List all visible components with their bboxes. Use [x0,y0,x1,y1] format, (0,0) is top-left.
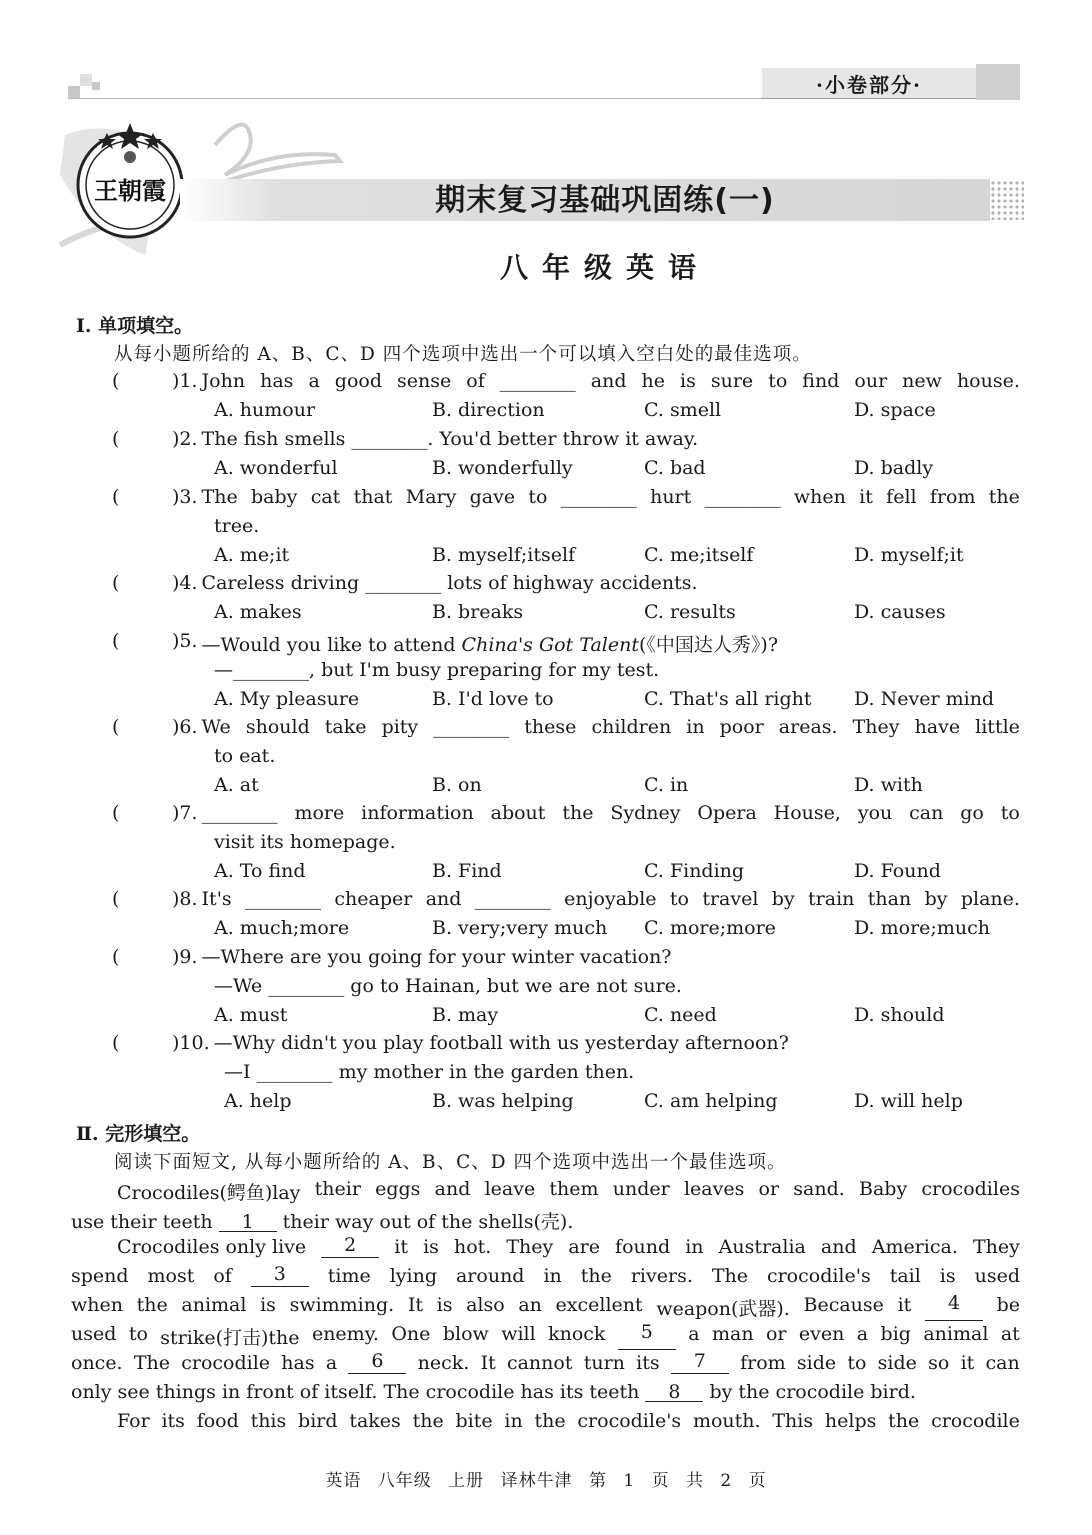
question-stem [172,802,1020,824]
question-continuation: —________, but I'm busy preparing for my test. [214,659,660,681]
passage-word: crocodile [181,1352,271,1374]
question-word: find [802,370,840,392]
question-paren: ( [112,802,120,824]
passage-word: and [434,1178,471,1200]
cloze-blank-4: 4 [925,1294,983,1321]
passage-word: crocodiles [921,1178,1020,1200]
question-stem [172,370,1020,392]
question-text [202,888,1020,910]
passage-word: helps [824,1410,877,1432]
question-text [202,370,1020,392]
passage-line [71,1207,1020,1234]
question-text: —Where are you going for your winter vacation? [201,946,672,968]
passage-word: Australia [718,1236,806,1258]
question-word: hurt [650,486,692,508]
question-word: to [768,370,788,392]
question-number: )4. [172,572,198,594]
option-d: D. more;much [854,917,990,939]
passage-word: food [196,1410,239,1432]
passage-word: a [325,1352,338,1374]
question-text: Careless driving ________ lots of highway accidents. [201,572,698,594]
passage-word: the [580,1265,612,1287]
cloze-blank-5: 5 [618,1323,676,1350]
passage-word: it [394,1236,408,1258]
option-b: B. myself;itself [432,544,576,566]
question-word: and [590,370,627,392]
passage-word: when [71,1294,123,1316]
question-word: plane. [960,888,1020,910]
question-paren: ( [112,486,120,508]
passage-word: is [939,1265,956,1287]
question-paren: ( [112,428,120,450]
passage-word: knock [548,1323,606,1345]
passage-word: is [423,1236,439,1258]
passage-word: has [281,1352,315,1374]
header-square-1 [68,86,80,98]
page-footer: 英语 八年级 上册 译林牛津 第 1 页 共 2 页 [325,1471,767,1491]
question-word: cat [310,486,341,508]
question-text-italic: China's Got Talent [461,634,639,656]
logo-text: 王朝霞 [94,176,166,205]
option-c: C. results [644,601,736,623]
passage-word: also [466,1294,505,1316]
passage-word: the [534,1410,566,1432]
passage-word: This [772,1410,814,1432]
question-word: than [867,888,912,910]
section-tag-end [976,64,1020,100]
question-stem [172,716,1020,738]
question-number: )9. [172,946,198,968]
question-stem [172,946,1020,968]
option-b: B. I'd love to [432,688,554,710]
question-word: ________ [245,888,322,910]
passage-word: It [480,1352,496,1374]
passage-word: bird [298,1410,338,1432]
option-d: D. with [854,774,923,796]
passage-word: It [407,1294,423,1316]
passage-word: Because [803,1294,884,1316]
passage-word: Crocodiles(鳄鱼)lay [117,1182,301,1204]
passage-word: a [688,1323,700,1345]
passage-word: be [996,1294,1020,1316]
passage-text: their way out of the shells(壳). [276,1211,574,1233]
question-word: train [808,888,855,910]
question-word: in [686,716,705,738]
question-number: )10. [172,1032,210,1054]
option-b: B. breaks [432,601,524,623]
option-b: B. Find [432,860,502,882]
passage-word: in [543,1265,562,1287]
option-c: C. Finding [644,860,745,882]
question-word: pity [381,716,419,738]
question-word: The [201,486,238,508]
passage-word: the [136,1294,168,1316]
passage-word: time [327,1265,371,1287]
passage-word: used [974,1265,1020,1287]
option-c: C. more;more [644,917,776,939]
question-continuation: visit its homepage. [214,831,396,853]
section1-heading: Ⅰ. 单项填空。 [76,315,194,337]
question-continuation: —We ________ go to Hainan, but we are not sure. [214,975,682,997]
page-title: 期末复习基础巩固练(一) [435,183,775,218]
question-word: a [308,370,320,392]
question-word: sense [397,370,452,392]
question-stem [172,630,1020,657]
passage-word: at [1000,1323,1020,1345]
passage-word: big [880,1323,911,1345]
question-word: little [975,716,1020,738]
question-number: )6. [172,716,198,738]
passage-text: by the crocodile bird. [703,1381,916,1403]
question-stem [172,572,1020,594]
question-continuation: —I ________ my mother in the garden then. [224,1061,635,1083]
question-word: Sydney [610,802,681,824]
passage-line [71,1381,1020,1403]
question-word: to [669,888,689,910]
question-word: We [201,716,231,738]
passage-word: once. [71,1352,123,1374]
passage-word: hot. [453,1236,492,1258]
passage-word: swimming. [289,1294,395,1316]
passage-word: or [765,1323,787,1345]
passage-word: bite [455,1410,493,1432]
option-c: C. me;itself [644,544,754,566]
question-stem [172,1032,1020,1054]
option-a: A. My pleasure [214,688,360,710]
question-word: They [852,716,900,738]
cloze-blank-6: 6 [348,1352,406,1374]
question-word: It's [201,888,232,910]
option-b: B. wonderfully [432,457,573,479]
question-stem [172,428,1020,450]
question-word: ________ [474,888,551,910]
option-b: B. was helping [432,1090,574,1112]
passage-word: can [985,1352,1020,1374]
passage-word: eggs [375,1178,421,1200]
question-word: good [334,370,382,392]
passage-word: used [71,1323,117,1345]
passage-text: Crocodiles only live [117,1236,307,1258]
question-word: John [201,370,246,392]
question-word: go [960,802,984,824]
passage-word: enemy. [311,1323,379,1345]
passage-word: sand. [793,1178,845,1200]
question-word: enjoyable [564,888,657,910]
passage-word: They [972,1236,1020,1258]
passage-word: will [501,1323,536,1345]
passage-word: of [213,1265,232,1287]
question-stem [172,486,1020,508]
passage-word: its [161,1410,185,1432]
question-word: can [909,802,944,824]
passage-line [117,1178,1020,1205]
passage-word: One [391,1323,431,1345]
passage-word: to [847,1352,867,1374]
question-word: should [245,716,310,738]
header-square-3 [92,82,100,90]
option-b: B. very;very much [432,917,608,939]
question-word: ________ [201,802,278,824]
question-paren: ( [112,572,120,594]
question-word: he [641,370,665,392]
question-word: fell [886,486,917,508]
passage-word: under [612,1178,670,1200]
question-word: you [857,802,893,824]
option-c: C. need [644,1004,717,1026]
option-a: A. To find [214,860,306,882]
passage-word: neck. [417,1352,470,1374]
question-text-post: (《中国达人秀》)? [639,634,779,656]
option-c: C. am helping [644,1090,778,1112]
page-subtitle: 八年级英语 [499,251,710,284]
option-b: B. direction [432,399,545,421]
passage-word: its [636,1352,660,1374]
passage-word: in [504,1410,523,1432]
question-word: Mary [405,486,457,508]
question-paren: ( [112,630,120,652]
section1-instruction: 从每小题所给的 A、B、C、D 四个选项中选出一个可以填入空白处的最佳选项。 [114,344,812,365]
cloze-blank-2: 2 [321,1236,379,1258]
question-paren: ( [112,1032,120,1054]
question-word: and [425,888,462,910]
question-word: from [929,486,976,508]
question-word: our [854,370,888,392]
passage-word: them [549,1178,599,1200]
passage-word: mouth. [692,1410,761,1432]
option-c: C. smell [644,399,722,421]
passage-word: The [133,1352,170,1374]
question-text: The fish smells ________. You'd better throw it away. [201,428,699,450]
passage-word: side [877,1352,917,1374]
question-word: of [466,370,485,392]
passage-word: or [758,1178,780,1200]
passage-word: side [796,1352,837,1374]
cloze-blank-1: 1 [219,1213,277,1232]
question-text-pre: —Would you like to attend [201,634,462,656]
question-number: )8. [172,888,198,910]
question-word: when [793,486,846,508]
passage-word: in [685,1236,704,1258]
option-d: D. will help [854,1090,963,1112]
option-a: A. makes [214,601,302,623]
section2-heading: Ⅱ. 完形填空。 [76,1123,201,1145]
option-c: C. That's all right [644,688,812,710]
question-word: areas. [778,716,838,738]
passage-line [71,1323,1020,1350]
question-word: have [914,716,961,738]
question-word: has [260,370,294,392]
question-word: House, [773,802,841,824]
passage-word: it [897,1294,912,1316]
option-d: D. should [854,1004,945,1026]
question-word: is [680,370,696,392]
question-word: the [988,486,1020,508]
question-number: )1. [172,370,198,392]
passage-word: to [128,1323,148,1345]
passage-word: the [888,1410,920,1432]
question-text [202,486,1020,508]
question-text: —Why didn't you play football with us yesterday afternoon? [213,1032,789,1054]
passage-word: cannot [506,1352,573,1374]
question-word: about [490,802,546,824]
question-paren: ( [112,370,120,392]
question-word: it [859,486,873,508]
question-paren: ( [112,946,120,968]
passage-word: Baby [859,1178,908,1200]
question-word: by [771,888,795,910]
option-d: D. Never mind [854,688,995,710]
passage-word: around [455,1265,525,1287]
option-a: A. help [224,1090,292,1112]
question-word: to [1000,802,1020,824]
passage-word: crocodile [931,1410,1020,1432]
question-word: ________ [704,486,781,508]
question-paren: ( [112,716,120,738]
question-number: )5. [172,630,198,652]
question-word: ________ [499,370,576,392]
question-stem [172,888,1020,910]
option-a: A. me;it [214,544,290,566]
passage-word: weapon(武器). [656,1298,790,1320]
option-a: A. humour [214,399,316,421]
question-paren: ( [112,888,120,910]
passage-word: spend [71,1265,129,1287]
passage-word: The [711,1265,748,1287]
question-word: cheaper [334,888,413,910]
question-word: that [353,486,393,508]
passage-word: They [506,1236,554,1258]
passage-line [117,1410,1020,1432]
passage-word: tail [889,1265,921,1287]
passage-line [71,1352,1020,1374]
question-number: )7. [172,802,198,824]
passage-line [71,1294,1020,1321]
question-word: ________ [560,486,637,508]
question-continuation: to eat. [214,745,276,767]
option-b: B. may [432,1004,499,1026]
cloze-blank-7: 7 [671,1352,729,1374]
passage-word: For [117,1410,150,1432]
option-c: C. in [644,774,689,796]
passage-word: is [260,1294,276,1316]
passage-word: even [798,1323,845,1345]
question-word: ________ [433,716,510,738]
header-square-2 [80,74,92,86]
question-text [202,802,1020,824]
passage-word: blow [442,1323,489,1345]
question-word: take [324,716,367,738]
passage-word: leaves [683,1178,745,1200]
title-dots [990,180,1024,220]
option-d: D. space [854,399,936,421]
passage-word: found [615,1236,671,1258]
passage-word: strike(打击)the [160,1327,300,1349]
question-word: to [528,486,548,508]
passage-word: it [960,1352,975,1374]
passage-word: is [436,1294,453,1316]
passage-word: crocodile's [766,1265,871,1287]
question-word: gave [469,486,516,508]
passage-word: their [314,1178,361,1200]
option-c: C. bad [644,457,706,479]
question-continuation: tree. [214,515,260,537]
passage-word: most [147,1265,195,1287]
passage-word: a [856,1323,869,1345]
passage-word: takes [349,1410,401,1432]
option-b: B. on [432,774,482,796]
question-number: )2. [172,428,198,450]
passage-word: animal [181,1294,247,1316]
question-text [202,716,1020,738]
question-number: )3. [172,486,198,508]
passage-word: from [740,1352,786,1374]
question-word: children [591,716,672,738]
question-word: more [294,802,345,824]
section-tag: ·小卷部分· [762,68,976,99]
passage-word: this [250,1410,287,1432]
passage-word: so [928,1352,950,1374]
question-text [202,630,778,657]
passage-word: America. [871,1236,958,1258]
question-word: Opera [697,802,757,824]
passage-word: and [820,1236,857,1258]
option-d: D. causes [854,601,946,623]
passage-word: turn [583,1352,625,1374]
cloze-blank-8: 8 [645,1383,703,1402]
passage-text: only see things in front of itself. The crocodile has its teeth [71,1381,646,1403]
option-a: A. much;more [214,917,350,939]
option-a: A. wonderful [214,457,338,479]
question-word: by [924,888,948,910]
passage-word: excellent [555,1294,643,1316]
passage-line [71,1265,1020,1287]
passage-line [117,1236,1020,1258]
option-d: D. Found [854,860,941,882]
option-a: A. must [214,1004,288,1026]
option-d: D. myself;it [854,544,964,566]
passage-word: the [412,1410,444,1432]
question-word: sure [710,370,754,392]
passage-word: an [518,1294,542,1316]
question-word: baby [251,486,298,508]
option-a: A. at [214,774,259,796]
question-word: new [902,370,942,392]
question-word: house. [956,370,1020,392]
passage-word: are [568,1236,600,1258]
passage-word: lying [389,1265,438,1287]
passage-word: man [711,1323,754,1345]
cloze-blank-3: 3 [251,1265,309,1287]
passage-word: rivers. [630,1265,693,1287]
passage-word: leave [484,1178,536,1200]
passage-word: animal [923,1323,989,1345]
passage-text: use their teeth [71,1211,219,1233]
question-word: poor [719,716,764,738]
question-word: information [361,802,474,824]
question-word: travel [702,888,759,910]
option-d: D. badly [854,457,934,479]
question-word: the [562,802,594,824]
section2-instruction: 阅读下面短文, 从每小题所给的 A、B、C、D 四个选项中选出一个最佳选项。 [114,1152,787,1173]
passage-word: crocodile's [577,1410,682,1432]
question-word: these [524,716,577,738]
